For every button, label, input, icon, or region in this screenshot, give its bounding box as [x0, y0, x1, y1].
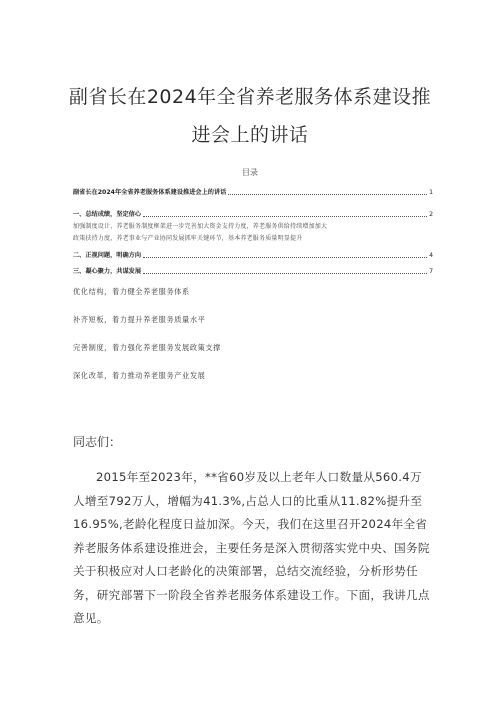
toc-entry[interactable]	[73, 188, 433, 197]
body-paragraph: 2015年至2023年，**省60岁及以上老年人口数量从560.4万人增至792万人，增幅为41.3%,占总人口的比重从11.82%提升至16.95%,老龄化程度日益加深。今天，我们在这里召开2024年全省养老服务体系建设推进会，主要任务是深入贯彻落实党中央、国务院关于积极应对人口老龄化的决策部署，总结交流经验，分析形势任务，研究部署下一阶段全省养老服务体系建设工作。下面，我讲几点意见。	[73, 470, 430, 625]
section-heading: 补齐短板，着力提升养老服务质量水平	[73, 315, 206, 324]
toc-leader-dots	[143, 272, 427, 274]
section-heading: 优化结构，着力健全养老服务体系	[73, 287, 190, 296]
toc-entry-page: 1	[429, 189, 433, 196]
toc-leader-dots	[143, 215, 427, 217]
document-title-line1: 副省长在2024年全省养老服务体系建设推	[68, 86, 432, 108]
toc-entry-title: 二、正视问题，明确方向	[73, 252, 142, 259]
toc-entry-title: 副省长在2024年全省养老服务体系建设推进会上的讲话	[73, 189, 227, 196]
toc-leader-dots	[228, 193, 427, 195]
salutation: 同志们：	[73, 435, 122, 449]
toc-entry[interactable]	[73, 210, 433, 219]
toc-entry-page: 7	[429, 268, 433, 275]
toc-entry-page: 2	[429, 211, 433, 218]
section-heading: 深化改革，着力推动养老服务产业发展	[73, 371, 206, 380]
toc-entry-title: 三、凝心聚力，共谋发展	[73, 268, 142, 275]
toc-leader-dots	[143, 256, 427, 258]
toc-entry-page: 4	[429, 252, 433, 259]
section-heading: 完善制度，着力强化养老服务发展政策支撑	[73, 343, 221, 352]
document-title-line2: 进会上的讲话	[191, 124, 309, 146]
toc-subentries-line1: 加强制度设计，养老服务制度框架进一步完善加大资金支持力度，养老服务供给持续增加加大	[73, 223, 328, 230]
toc-entry[interactable]	[73, 251, 433, 260]
toc-subentries-line2: 政策扶持力度，养老事业与产业协同发展抓牢关键环节，基本养老服务质量明显提升	[73, 235, 303, 242]
toc-entry[interactable]	[73, 267, 433, 276]
toc-heading: 目录	[242, 168, 258, 177]
toc-entry-title: 一、总结成绩，坚定信心	[73, 211, 142, 218]
